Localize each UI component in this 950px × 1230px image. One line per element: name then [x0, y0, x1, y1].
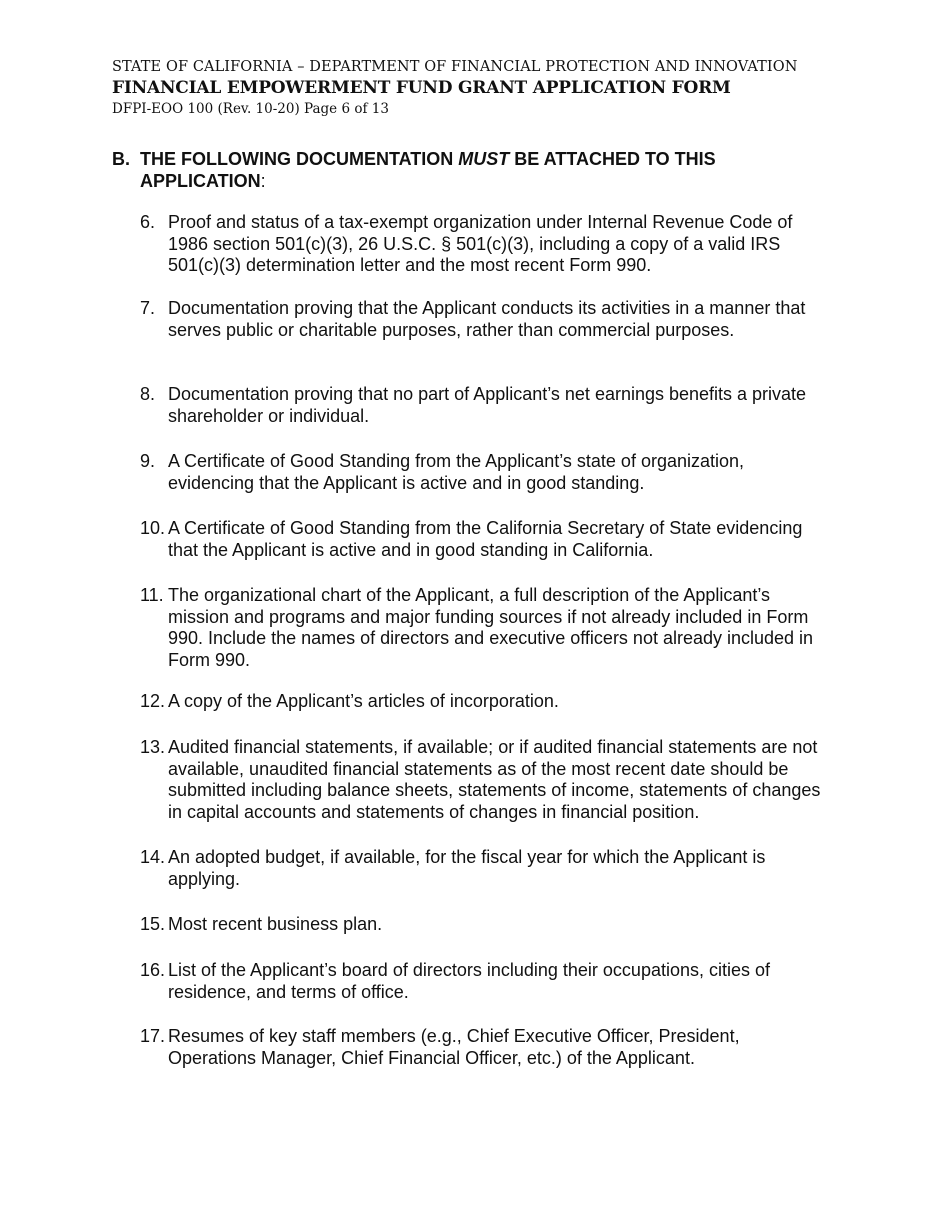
list-item-text: The organizational chart of the Applicant, a full description of the Applicant’s mission and programs and major funding sources if not already included in Form 990. Include the names of directors and executive officers not already included in Form 990.: [168, 585, 814, 670]
agency-line: STATE OF CALIFORNIA – DEPARTMENT OF FINANCIAL PROTECTION AND INNOVATION: [112, 59, 798, 75]
list-item-number: 13.: [140, 737, 166, 757]
list-item-text: Proof and status of a tax-exempt organization under Internal Revenue Code of 1986 section 501(c)(3), 26 U.S.C. § 501(c)(3), including a copy of a valid IRS 501(c)(3) determination letter and the most recent Form 990.: [168, 212, 793, 275]
section-letter: B.: [112, 149, 130, 169]
list-item-text: Documentation proving that the Applicant conducts its activities in a manner that serves public or charitable purposes, rather than commercial purposes.: [168, 298, 806, 340]
list-item-number: 9.: [140, 451, 156, 471]
list-item-text: Most recent business plan.: [168, 914, 383, 934]
list-item-number: 6.: [140, 212, 156, 232]
list-item-number: 7.: [140, 298, 156, 318]
list-item-number: 12.: [140, 691, 166, 711]
section-title-emphasis: MUST: [458, 149, 510, 169]
list-item-text: A Certificate of Good Standing from the Applicant’s state of organization, evidencing that the Applicant is active and in good standing.: [168, 451, 745, 493]
list-item-number: 10.: [140, 518, 166, 538]
list-item-number: 14.: [140, 847, 166, 867]
list-item-number: 8.: [140, 384, 156, 404]
section-title-start: THE FOLLOWING DOCUMENTATION: [140, 149, 459, 169]
list-item-text: Documentation proving that no part of Applicant’s net earnings benefits a private shareholder or individual.: [168, 384, 807, 426]
list-item-text: A Certificate of Good Standing from the California Secretary of State evidencing that the Applicant is active and in good standing in California.: [168, 518, 803, 560]
list-item-text: Audited financial statements, if available; or if audited financial statements are not available, unaudited financial statements as of the most recent date should be submitted including balance sheets, statements of income, statements of changes in capital accounts and statements of changes in financial position.: [168, 737, 821, 822]
section-title-colon: :: [260, 171, 266, 191]
list-item-number: 17.: [140, 1026, 166, 1046]
list-item-number: 16.: [140, 960, 166, 980]
list-item-text: Resumes of key staff members (e.g., Chief Executive Officer, President, Operations Manager, Chief Financial Officer, etc.) of the Applicant.: [168, 1026, 740, 1068]
list-item-number: 11.: [140, 585, 164, 605]
list-item-number: 15.: [140, 914, 166, 934]
list-item-text: A copy of the Applicant’s articles of incorporation.: [168, 691, 559, 711]
list-item-text: An adopted budget, if available, for the fiscal year for which the Applicant is applying.: [168, 847, 766, 889]
form-title: FINANCIAL EMPOWERMENT FUND GRANT APPLICATION FORM: [112, 78, 731, 98]
form-number-page: DFPI-EOO 100 (Rev. 10-20) Page 6 of 13: [112, 101, 389, 117]
section-title-end: BE ATTACHED TO THIS APPLICATION: [140, 149, 716, 191]
list-item-text: List of the Applicant’s board of directors including their occupations, cities of residence, and terms of office.: [168, 960, 771, 1002]
